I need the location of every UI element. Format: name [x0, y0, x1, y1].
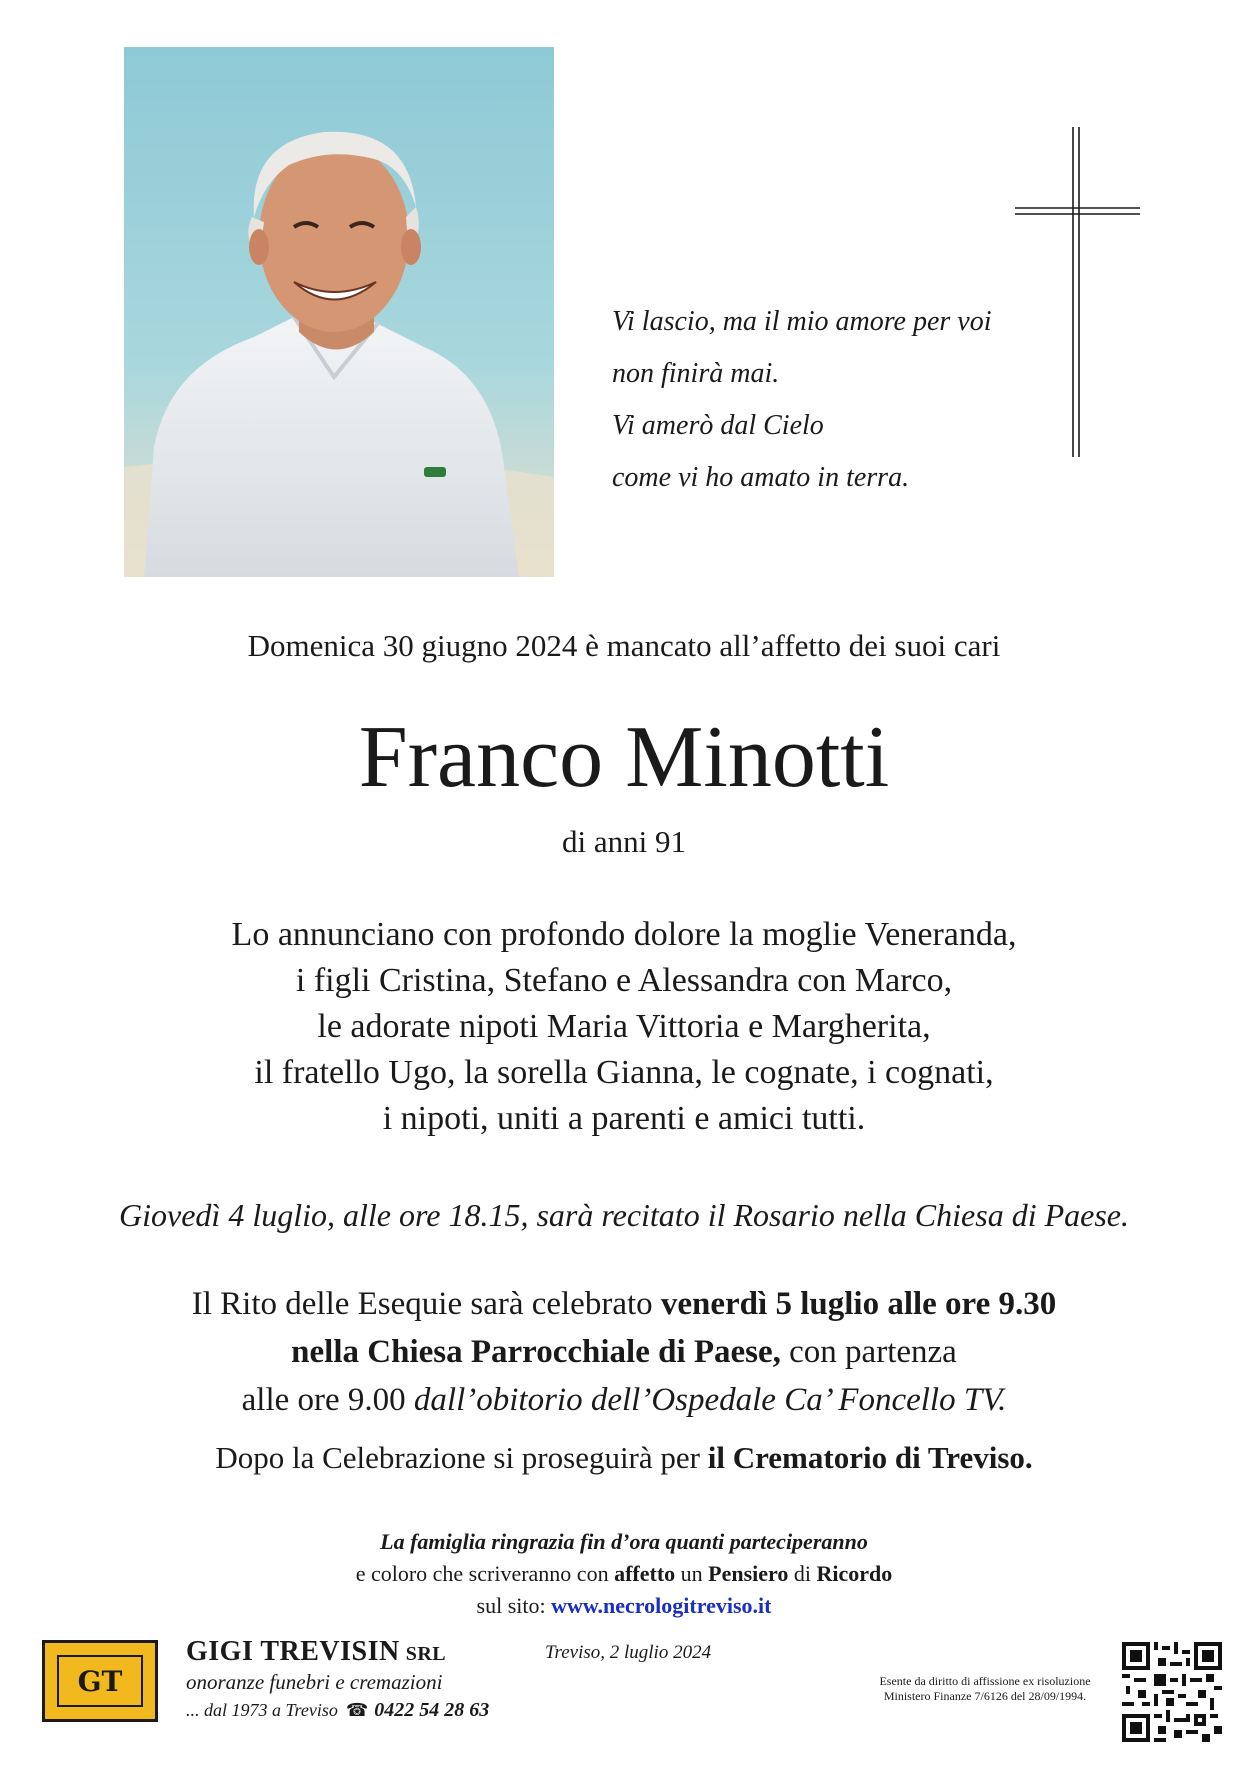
company-suffix: SRL: [405, 1643, 447, 1665]
thanks-text: e coloro che scriveranno con: [355, 1561, 615, 1586]
thanks-block: [0, 1526, 1248, 1622]
company-since: [186, 1699, 546, 1722]
quote-line: come vi ho amato in terra.: [612, 462, 910, 493]
company-info: [186, 1636, 546, 1722]
website-link[interactable]: www.necrologitreviso.it: [551, 1593, 772, 1618]
funeral-notice: [0, 1280, 1248, 1424]
phone-icon: ☎: [345, 1700, 369, 1720]
crematory-notice: [0, 1440, 1248, 1476]
company-phone: 0422 54 28 63: [374, 1699, 490, 1721]
funeral-line-2-text: con partenza: [780, 1334, 957, 1370]
deceased-name: Franco Minotti: [358, 709, 890, 806]
funeral-line-3: [0, 1376, 1248, 1424]
thanks-text: un: [675, 1561, 709, 1586]
funeral-line-2: [0, 1328, 1248, 1376]
tax-exemption-note: [855, 1674, 1115, 1704]
funeral-location: nella Chiesa Parrocchiale di Paese,: [291, 1334, 781, 1370]
funeral-line-1: [0, 1280, 1248, 1328]
family-announcement: [0, 912, 1248, 1142]
thanks-line-2: [0, 1558, 1248, 1590]
deceased-age: di anni 91: [562, 824, 686, 859]
company-logo: [42, 1640, 158, 1722]
company-name: [186, 1636, 546, 1668]
company-tagline: onoranze funebri e cremazioni: [186, 1670, 443, 1694]
qr-code-icon[interactable]: [1122, 1642, 1222, 1742]
since-text: ... dal 1973 a Treviso: [186, 1700, 338, 1720]
notice-date: Treviso, 2 luglio 2024: [545, 1642, 712, 1663]
quote-line: Vi lascio, ma il mio amore per voi: [612, 306, 992, 337]
family-line: i figli Cristina, Stefano e Alessandra con Marco,: [295, 962, 953, 999]
thanks-text: di: [788, 1561, 817, 1586]
exemption-line: Esente da diritto di affissione ex risoluzione: [879, 1674, 1091, 1688]
crematory-text: Dopo la Celebrazione si proseguirà per: [215, 1440, 708, 1475]
funeral-line-1-text: Il Rito delle Esequie sarà celebrato: [191, 1286, 661, 1322]
thanks-bold: affetto: [614, 1561, 676, 1586]
memorial-quote: [612, 296, 1052, 504]
crematory-name: il Crematorio di Treviso.: [707, 1440, 1033, 1475]
rosary-notice: Giovedì 4 luglio, alle ore 18.15, sarà recitato il Rosario nella Chiesa di Paese.: [119, 1197, 1129, 1233]
thanks-line-3: [0, 1590, 1248, 1622]
family-line: i nipoti, uniti a parenti e amici tutti.: [382, 1100, 866, 1137]
family-line: il fratello Ugo, la sorella Gianna, le cognate, i cognati,: [254, 1054, 994, 1091]
funeral-departure: dall’obitorio dell’Ospedale Ca’ Foncello TV.: [413, 1382, 1007, 1418]
logo-monogram: GT: [57, 1655, 143, 1707]
portrait-photo: [124, 47, 554, 577]
thanks-bold: Ricordo: [816, 1561, 893, 1586]
quote-line: non finirà mai.: [612, 358, 780, 389]
family-line: le adorate nipoti Maria Vittoria e Margherita,: [317, 1008, 931, 1045]
quote-line: Vi amerò dal Cielo: [612, 410, 824, 441]
funeral-date-time: venerdì 5 luglio alle ore 9.30: [660, 1286, 1057, 1322]
announcement-intro: Domenica 30 giugno 2024 è mancato all’affetto dei suoi cari: [247, 628, 1001, 663]
cross-icon: [1015, 127, 1140, 457]
company-name-text: GIGI TREVISIN: [186, 1636, 400, 1667]
thanks-line-1: La famiglia ringrazia fin d’ora quanti parteciperanno: [380, 1529, 868, 1554]
exemption-line: Ministero Finanze 7/6126 del 28/09/1994.: [883, 1689, 1087, 1703]
thanks-bold: Pensiero: [708, 1561, 789, 1586]
funeral-line-3-text: alle ore 9.00: [241, 1382, 414, 1418]
family-line: Lo annunciano con profondo dolore la moglie Veneranda,: [231, 916, 1017, 953]
website-label: sul sito:: [476, 1593, 552, 1618]
